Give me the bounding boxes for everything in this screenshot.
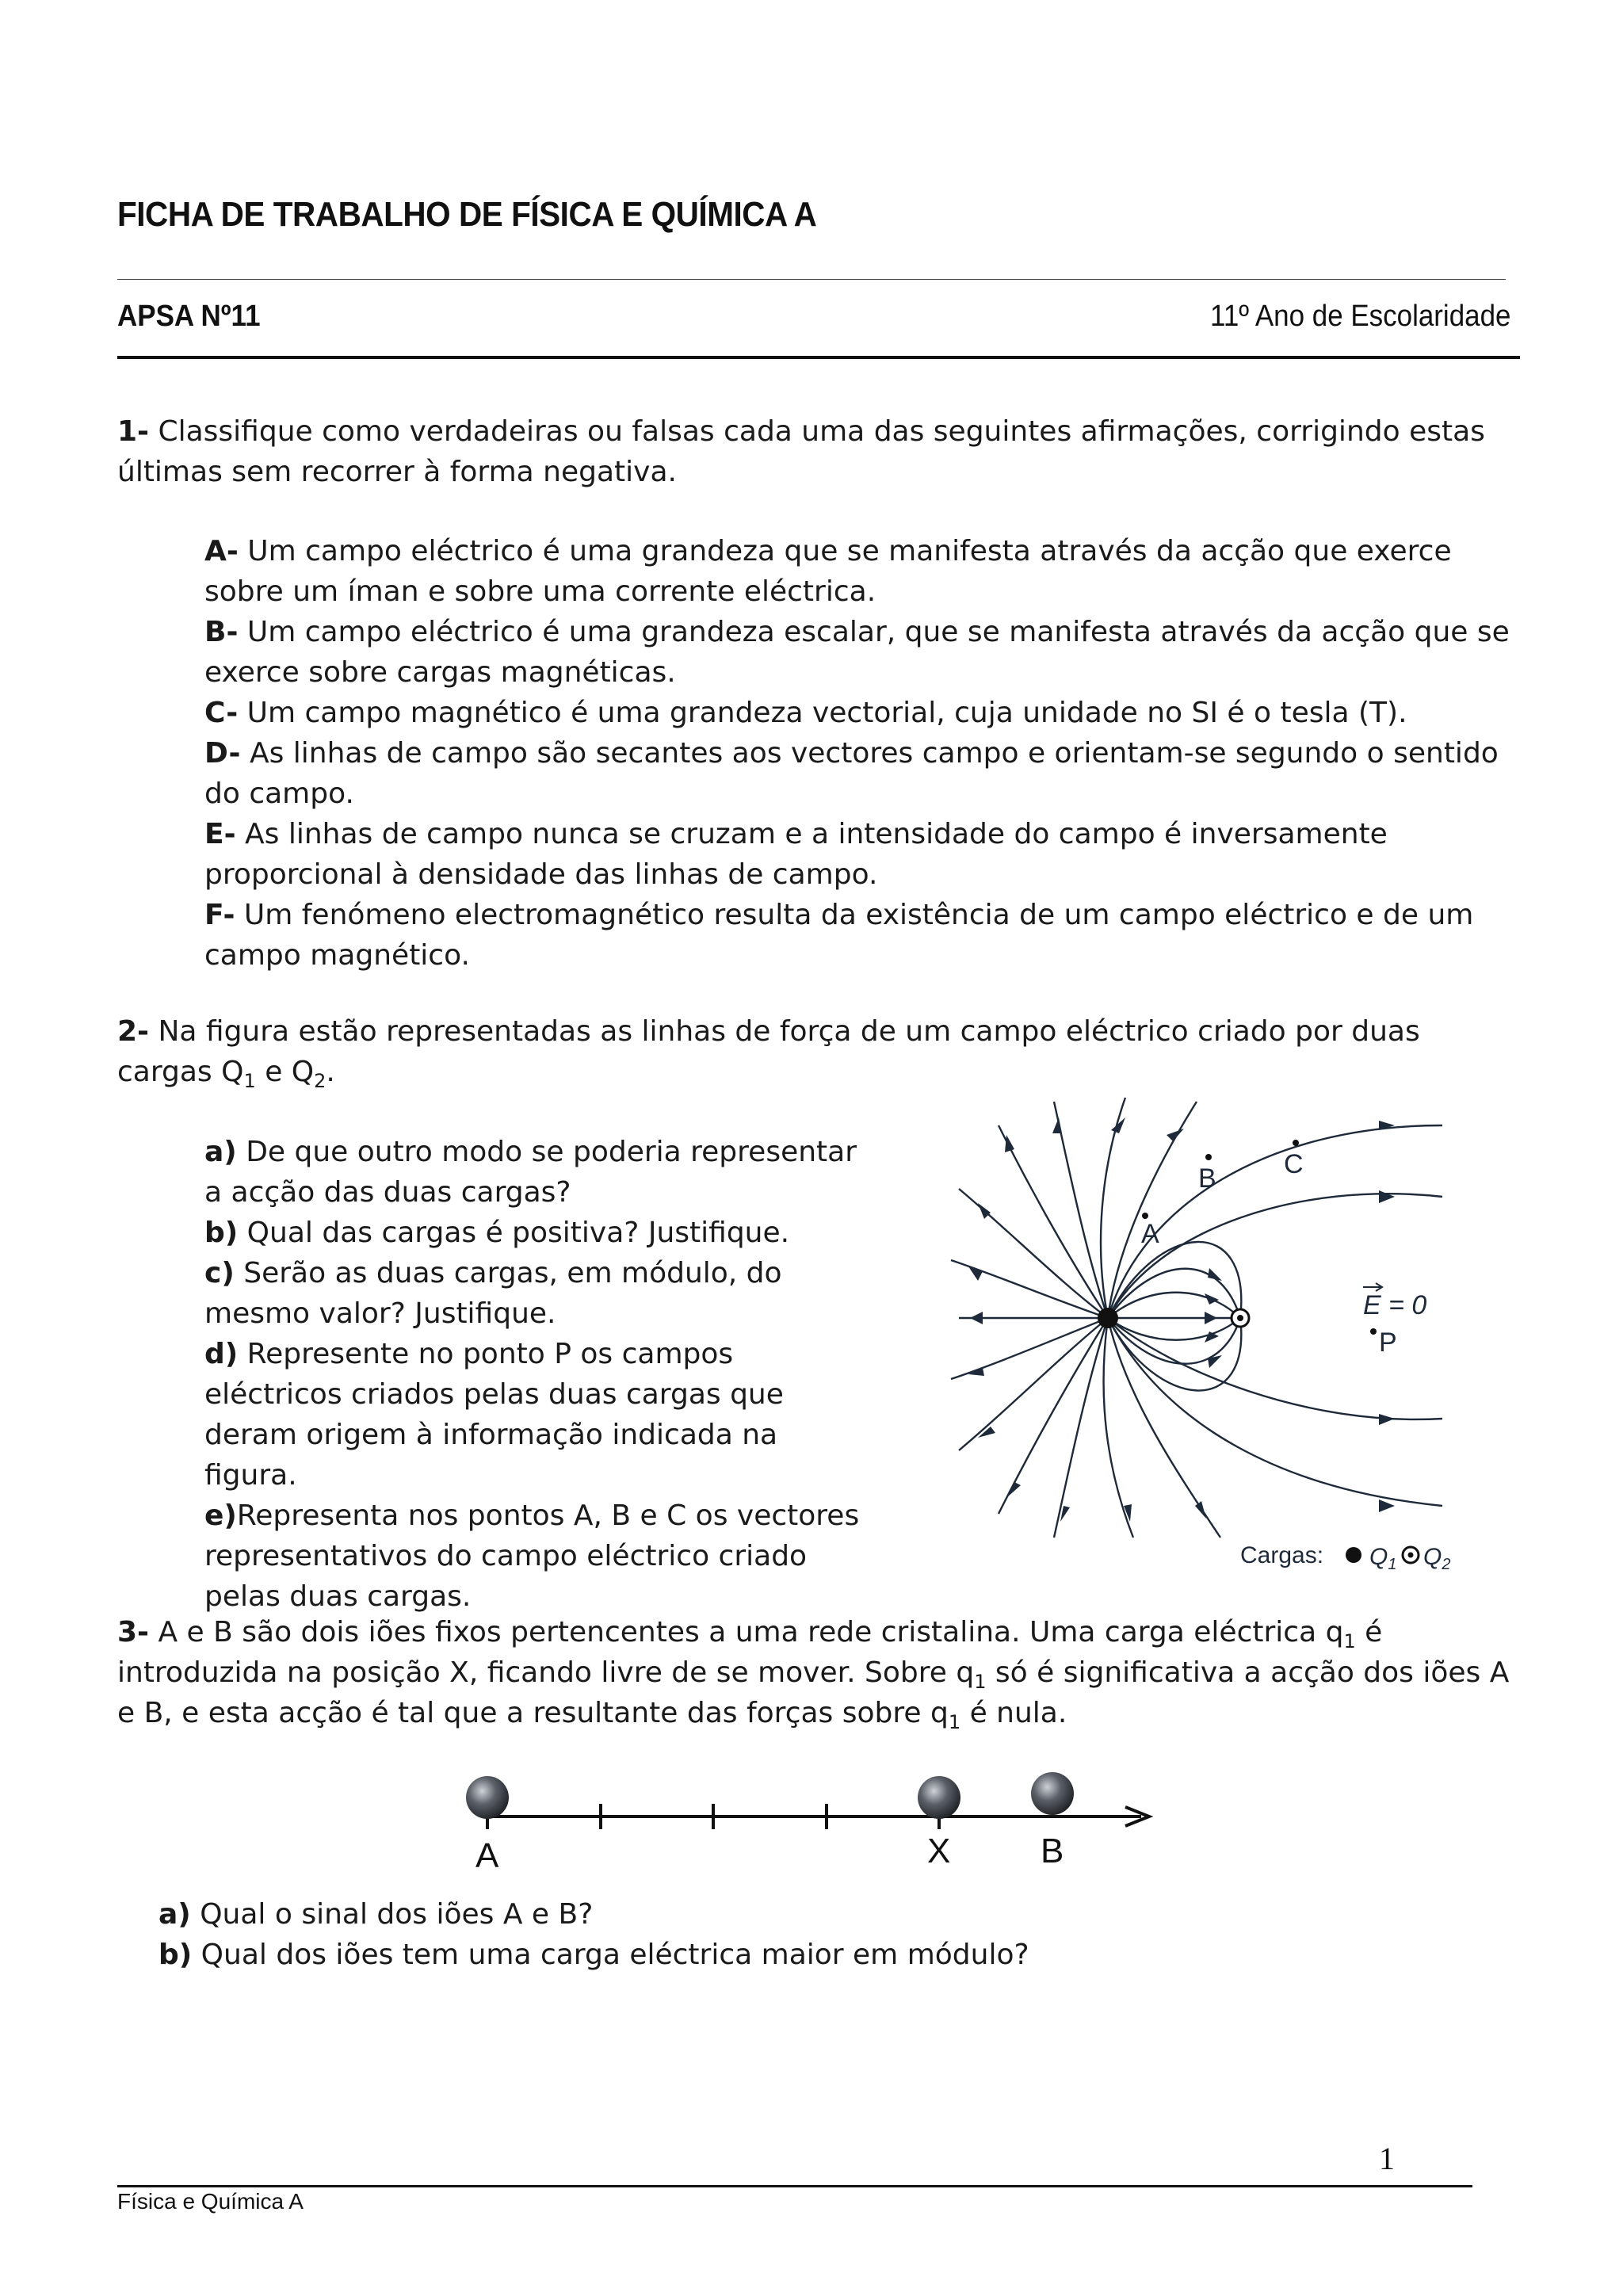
header-divider — [117, 279, 1506, 280]
subquestion-2c: c) Serão as duas cargas, em módulo, do mesmo valor? Justifique. — [204, 1257, 782, 1330]
question-1-text: Classifique como verdadeiras ou falsas cada uma das seguintes afirmações, corrigindo estas últimas sem recorrer à forma negativa. — [117, 415, 1485, 488]
point-a-marker — [1142, 1213, 1148, 1219]
worksheet-number: APSA Nº11 — [117, 300, 261, 333]
charge-x-sphere — [918, 1776, 960, 1819]
subquestion-3b: b) Qual dos iões tem uma carga eléctrica maior em módulo? — [158, 1939, 1029, 1971]
electric-field-lines-figure — [935, 1094, 1458, 1585]
footer-subject: Física e Química A — [117, 2189, 304, 2214]
point-p-label: P — [1379, 1328, 1397, 1358]
field-arrowheads — [968, 1117, 1395, 1522]
point-b-label: B — [1198, 1163, 1216, 1194]
position-x-label: X — [927, 1832, 951, 1870]
svg-text:Q2: $Q_2$ — [1423, 1544, 1451, 1573]
statement-a: A- Um campo eléctrico é uma grandeza que se manifesta através da acção que exerce sobre um íman e sobre uma corrente eléctrica. — [204, 535, 1452, 608]
statement-f: F- Um fenómeno electromagnético resulta da existência de um campo eléctrico e de um campo magnético. — [204, 899, 1474, 972]
subquestion-2b: b) Qual das cargas é positiva? Justifique. — [204, 1217, 790, 1249]
question-1-statements — [204, 531, 1512, 976]
ion-b-label: B — [1041, 1832, 1064, 1870]
footer-rule — [117, 2185, 1472, 2187]
school-grade: 11º Ano de Escolaridade — [1209, 300, 1510, 333]
statement-b: B- Um campo eléctrico é uma grandeza escalar, que se manifesta através da acção que se exerce sobre cargas magnéticas. — [204, 616, 1510, 689]
charge-q1-icon — [1098, 1308, 1118, 1328]
ion-a-sphere — [466, 1776, 509, 1819]
charges-legend — [1240, 1542, 1450, 1573]
document-title: FICHA DE TRABALHO DE FÍSICA E QUÍMICA A — [117, 195, 817, 234]
ion-b-sphere — [1031, 1772, 1074, 1815]
header-bottom-rule — [117, 356, 1520, 359]
subquestion-2d: d) Represente no ponto P os campos eléctricos criados pelas duas cargas que deram origem à informação indicada na figura. — [204, 1338, 784, 1492]
question-2-subquestions — [204, 1132, 870, 1617]
question-3: 3- A e B são dois iões fixos pertencentes a uma rede cristalina. Uma carga eléctrica $q_1$ é introduzida na posição X, ficando livre de se mover. Sobre $q_1$ só é significativa a acção dos iões A e B, e esta acção é tal que a resultante das forças sobre $q_1$ é nula. — [117, 1616, 1510, 1734]
statement-d: D- As linhas de campo são secantes aos vectores campo e orientam-se segundo o sentido do campo. — [204, 737, 1499, 810]
subquestion-2a: a) De que outro modo se poderia representar a acção das duas cargas? — [204, 1136, 857, 1209]
question-1-number: 1- — [117, 415, 149, 448]
null-field-label: E = 0 — [1363, 1290, 1427, 1320]
point-c-label: C — [1284, 1149, 1304, 1179]
point-a-label: A — [1141, 1219, 1159, 1249]
statement-e: E- As linhas de campo nunca se cruzam e a intensidade do campo é inversamente proporcional à densidade das linhas de campo. — [204, 818, 1388, 891]
subquestion-3a: a) Qual o sinal dos iões A e B? — [158, 1898, 594, 1931]
question-3-subquestions — [158, 1894, 1347, 1975]
ion-a-label: A — [475, 1836, 499, 1875]
question-2-number: 2- — [117, 1015, 149, 1048]
point-p-marker — [1370, 1328, 1377, 1335]
subquestion-2e: e)Representa nos pontos A, B e C os vectores representativos do campo eléctrico criado pelas duas cargas. — [204, 1499, 860, 1613]
question-2: 2- Na figura estão representadas as linhas de força de um campo eléctrico criado por duas cargas $Q_1$ e $Q_2$. — [117, 1015, 1420, 1093]
ion-axis-figure — [444, 1759, 1173, 1886]
page-number: 1 — [1379, 2141, 1395, 2176]
point-b-marker — [1205, 1154, 1212, 1160]
question-1 — [117, 411, 1512, 492]
statement-c: C- Um campo magnético é uma grandeza vectorial, cuja unidade no SI é o tesla (T). — [204, 697, 1407, 729]
svg-text:Q1: $Q_1$ — [1369, 1544, 1397, 1573]
point-c-marker — [1293, 1140, 1299, 1146]
legend-prefix: Cargas: — [1240, 1542, 1324, 1568]
question-3-number: 3- — [117, 1616, 149, 1648]
